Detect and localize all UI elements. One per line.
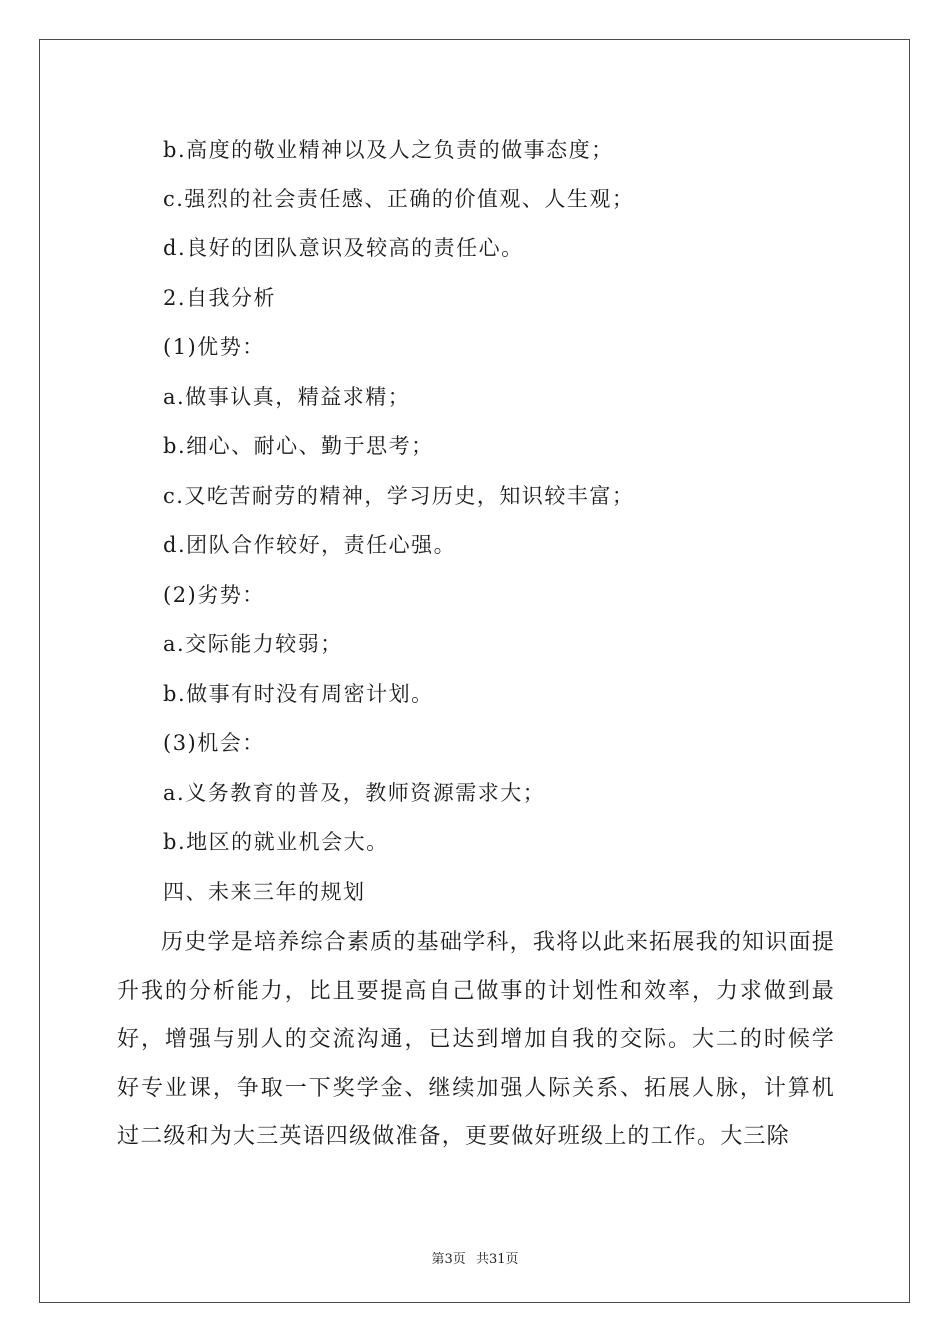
text-line: d.团队合作较好，责任心强。 [163,533,457,557]
page-total: 共31页 [475,1252,519,1267]
text-line: d.良好的团队意识及较高的责任心。 [163,236,524,260]
text-line: a.义务教育的普及，教师资源需求大； [163,781,546,805]
subsection-heading: (3)机会： [163,731,265,755]
text-line: b.做事有时没有周密计划。 [163,682,434,706]
text-line: b.地区的就业机会大。 [163,830,389,854]
subsection-heading: (1)优势： [163,335,265,359]
page-number: 第3页 [431,1252,466,1267]
text-line: a.做事认真，精益求精； [163,385,411,409]
subsection-heading: (2)劣势： [163,583,265,607]
text-line: c.又吃苦耐劳的精神，学习历史，知识较丰富； [163,484,635,508]
text-line: c.强烈的社会责任感、正确的价值观、人生观； [163,187,635,211]
text-line: b.细心、耐心、勤于思考； [163,434,434,458]
section-heading: 四、未来三年的规划 [163,880,366,904]
text-line: b.高度的敬业精神以及人之负责的做事态度； [163,138,614,162]
page-footer [0,1248,950,1267]
body-paragraph: 历史学是培养综合素质的基础学科，我将以此来拓展我的知识面提升我的分析能力，比且要提高自己做事的计划性和效率，力求做到最好，增强与别人的交流沟通，已达到增加自我的交际。大二的时候学好专业课，争取一下奖学金、继续加强人际关系、拓展人脉，计算机过二级和为大三英语四级做准备，更要做好班级上的工作。大三除 [117,930,835,1150]
section-heading: 2.自我分析 [163,286,277,310]
text-line: a.交际能力较弱； [163,632,343,656]
